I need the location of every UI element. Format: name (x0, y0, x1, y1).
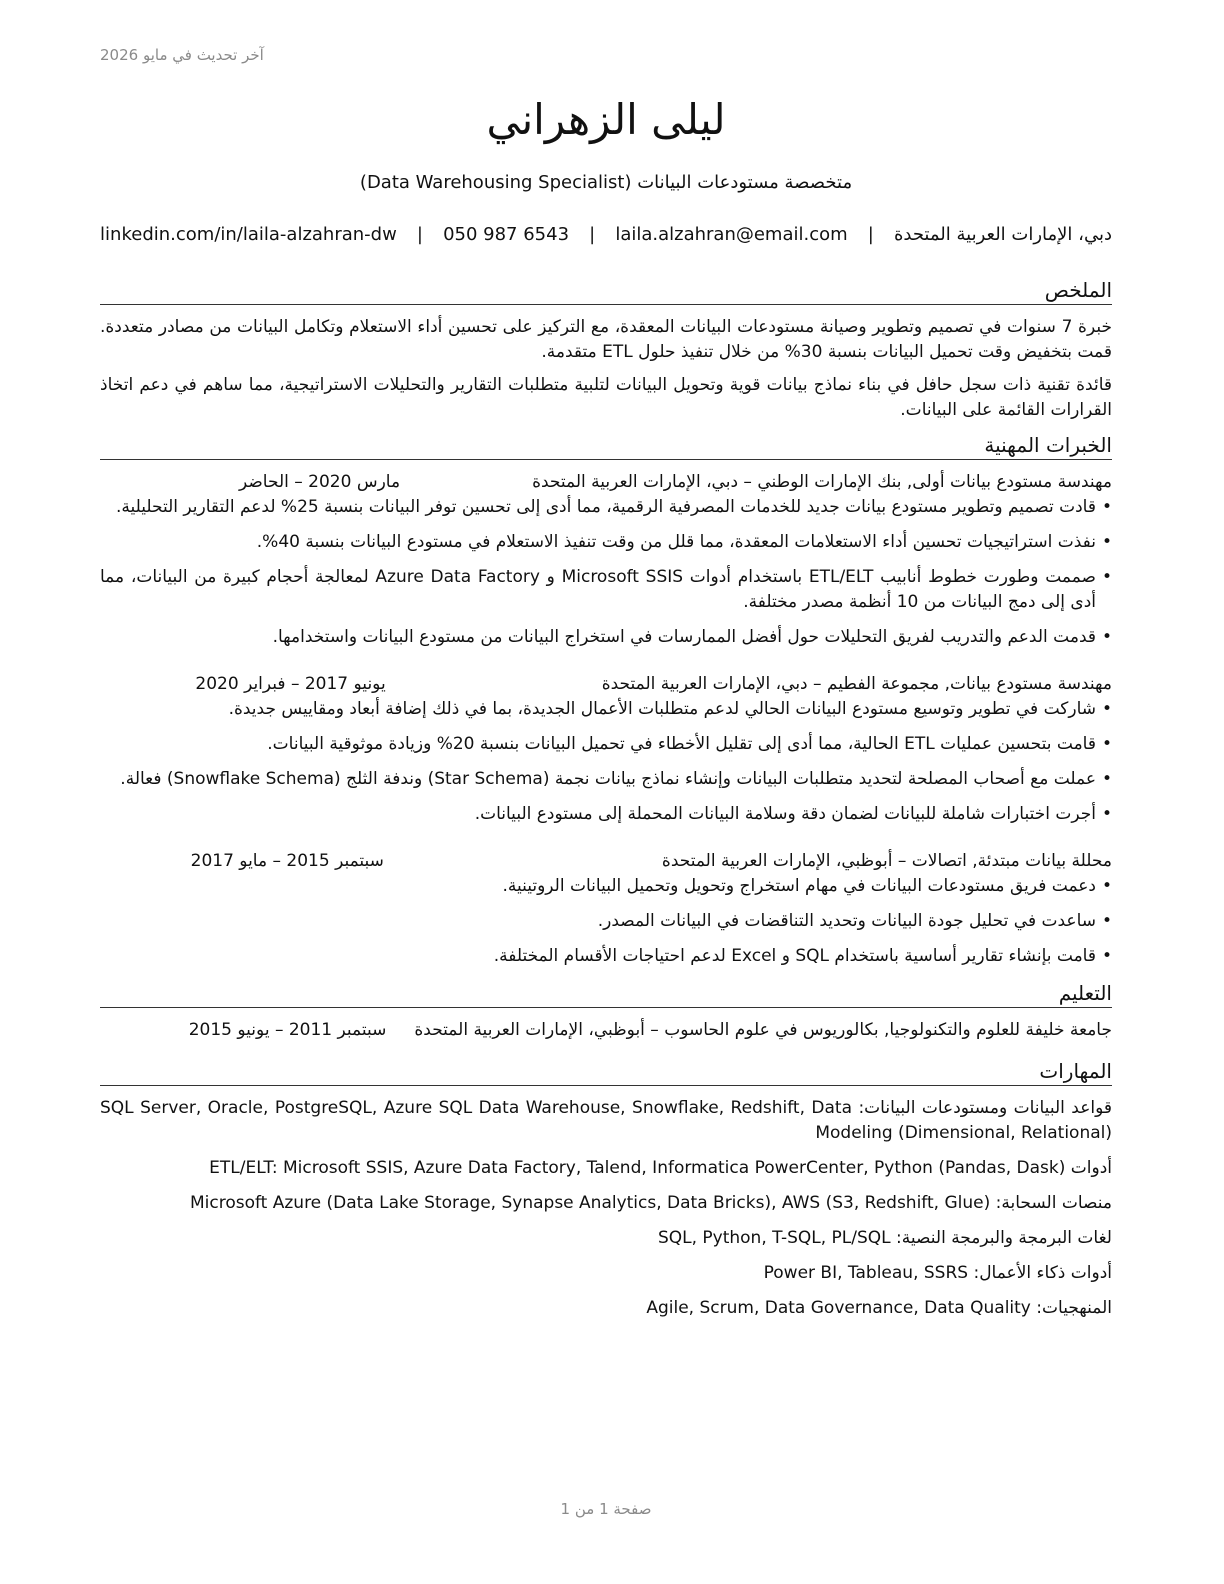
job-bullets (100, 495, 1112, 650)
job-bullets (100, 874, 1112, 969)
job-entry (100, 672, 1112, 827)
job-bullets (100, 697, 1112, 827)
section-heading: التعليم (100, 979, 1112, 1008)
skills-line: المنهجيات: Agile, Scrum, Data Governance, Data Quality (646, 1298, 1112, 1318)
resume-page (100, 0, 1112, 1584)
contact-linkedin[interactable]: linkedin.com/in/laila-alzahran-dw (100, 224, 397, 245)
section-heading: الخبرات المهنية (100, 431, 1112, 460)
candidate-title: متخصصة مستودعات البيانات (Data Warehousing Specialist) (359, 172, 853, 193)
skills-line: لغات البرمجة والبرمجة النصية: SQL, Python, T-SQL, PL/SQL (657, 1228, 1112, 1248)
education-text: جامعة خليفة للعلوم والتكنولوجيا, بكالوريوس في علوم الحاسوب – أبوظبي، الإمارات العربية المتحدة (414, 1020, 1112, 1040)
job-role: مهندسة مستودع بيانات, مجموعة الفطيم – دبي، الإمارات العربية المتحدة (601, 674, 1112, 694)
resume-content (100, 276, 1112, 1331)
section-heading: المهارات (100, 1057, 1112, 1086)
contact-separator: | (589, 224, 596, 245)
contact-email[interactable]: laila.alzahran@email.com (615, 224, 848, 245)
job-dates: يونيو 2017 – فبراير 2020 (195, 674, 386, 694)
summary-paragraph: قائدة تقنية ذات سجل حافل في بناء نماذج بيانات قوية وتحويل البيانات لتلبية متطلبات التقارير والتحليلات الاستراتيجية، مما ساهم في دعم اتخاذ القرارات القائمة على البيانات. (100, 375, 1112, 420)
job-bullet: • قامت بتحسين عمليات ETL الحالية، مما أدى إلى تقليل الأخطاء في تحميل البيانات بنسبة 20% وزيادة موثوقية البيانات. (100, 732, 1112, 757)
job-bullet: • عملت مع أصحاب المصلحة لتحديد متطلبات البيانات وإنشاء نماذج بيانات نجمة (Star Schema) وندفة الثلج (Snowflake Schema) فعالة. (100, 767, 1112, 792)
education-dates: سبتمبر 2011 – يونيو 2015 (188, 1020, 387, 1040)
job-entry (100, 470, 1112, 650)
job-entry (100, 849, 1112, 969)
skills-section (100, 1057, 1112, 1321)
job-bullet: • أجرت اختبارات شاملة للبيانات لضمان دقة وسلامة البيانات المحملة إلى مستودع البيانات. (100, 802, 1112, 827)
job-role: مهندسة مستودع بيانات أولى, بنك الإمارات الوطني – دبي، الإمارات العربية المتحدة (532, 472, 1112, 492)
skills-line: قواعد البيانات ومستودعات البيانات: SQL Server, Oracle, PostgreSQL, Azure SQL Data Warehouse, Snowflake, Redshift, Data Modeling (Dimensional, Relational) (100, 1098, 1112, 1143)
job-header (100, 470, 1112, 495)
education-section (100, 979, 1112, 1043)
summary-section (100, 276, 1112, 423)
job-dates: سبتمبر 2015 – مايو 2017 (190, 851, 384, 871)
experience-section (100, 431, 1112, 969)
contact-phone[interactable]: 050 987 6543 (443, 224, 570, 245)
job-bullet: • نفذت استراتيجيات تحسين أداء الاستعلامات المعقدة، مما قلل من وقت تنفيذ الاستعلام في مستودع البيانات بنسبة 40%. (100, 530, 1112, 555)
skills-line: منصات السحابة: Microsoft Azure (Data Lake Storage, Synapse Analytics, Data Bricks), AWS (S3, Redshift, Glue) (189, 1193, 1112, 1213)
section-heading: الملخص (100, 276, 1112, 305)
page-number: صفحة 1 من 1 (560, 1500, 652, 1518)
job-bullet: • قدمت الدعم والتدريب لفريق التحليلات حول أفضل الممارسات في استخراج البيانات من مستودع البيانات واستخدامها. (100, 625, 1112, 650)
contact-location: دبي، الإمارات العربية المتحدة (893, 224, 1112, 245)
education-entry (100, 1018, 1112, 1043)
skills-line: أدوات ذكاء الأعمال: Power BI, Tableau, SSRS (763, 1263, 1112, 1283)
skills-line: أدوات ETL/ELT: Microsoft SSIS, Azure Data Factory, Talend, Informatica PowerCenter, Python (Pandas, Dask) (209, 1158, 1112, 1178)
job-bullet: • صممت وطورت خطوط أنابيب ETL/ELT باستخدام أدوات Microsoft SSIS و Azure Data Factory لمعالجة أحجام كبيرة من البيانات، مما أدى إلى دمج البيانات من 10 أنظمة مصدر مختلفة. (100, 565, 1112, 615)
job-bullet: • شاركت في تطوير وتوسيع مستودع البيانات الحالي لدعم متطلبات الأعمال الجديدة، بما في ذلك إضافة أبعاد ومقاييس جديدة. (100, 697, 1112, 722)
candidate-name: ليلى الزهراني (486, 95, 726, 144)
contact-line (100, 222, 1112, 248)
job-role: محللة بيانات مبتدئة, اتصالات – أبوظبي، الإمارات العربية المتحدة (661, 851, 1112, 871)
job-bullet: • قادت تصميم وتطوير مستودع بيانات جديد للخدمات المصرفية الرقمية، مما أدى إلى تحسين توفر البيانات بنسبة 25% لدعم التقارير التحليلية. (100, 495, 1112, 520)
job-dates: مارس 2020 – الحاضر (238, 472, 401, 492)
contact-separator: | (416, 224, 423, 245)
job-bullet: • ساعدت في تحليل جودة البيانات وتحديد التناقضات في البيانات المصدر. (100, 909, 1112, 934)
contact-separator: | (867, 224, 874, 245)
summary-paragraph: خبرة 7 سنوات في تصميم وتطوير وصيانة مستودعات البيانات المعقدة، مع التركيز على تحسين أداء الاستعلام وتكامل البيانات من مصادر متعددة. قمت بتخفيض وقت تحميل البيانات بنسبة 30% من خلال تنفيذ حلول ETL متقدمة. (100, 317, 1112, 362)
job-bullet: • قامت بإنشاء تقارير أساسية باستخدام SQL و Excel لدعم احتياجات الأقسام المختلفة. (100, 944, 1112, 969)
job-header (100, 672, 1112, 697)
job-header (100, 849, 1112, 874)
job-bullet: • دعمت فريق مستودعات البيانات في مهام استخراج وتحويل وتحميل البيانات الروتينية. (100, 874, 1112, 899)
last-updated: آخر تحديث في مايو 2026 (100, 46, 264, 64)
